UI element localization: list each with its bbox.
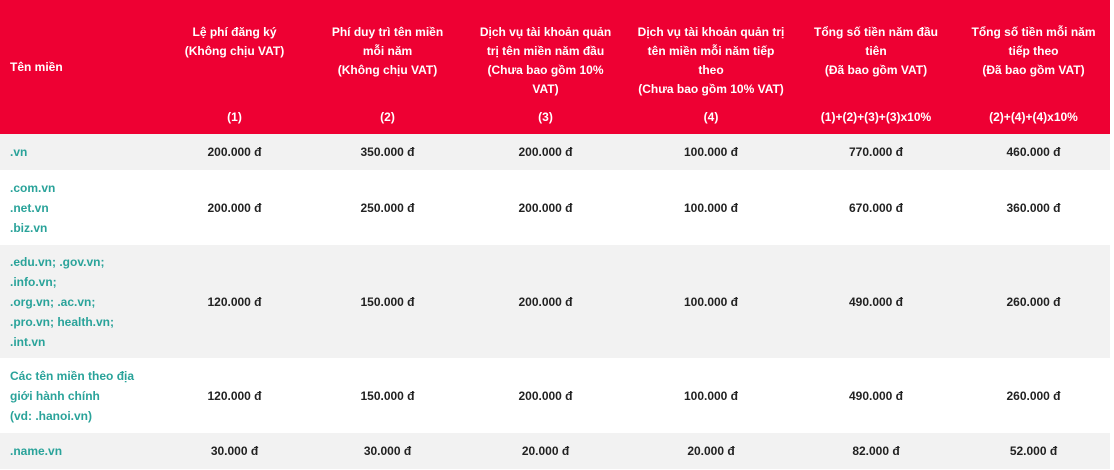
price-cell: 200.000 đ [207, 145, 262, 159]
header-col-5: Tổng số tiền năm đầu tiên (Đã bao gồm VAT) (1)+(2)+(3)+(3)x10% [813, 25, 938, 124]
table-row [0, 433, 1110, 469]
price-cell: 20.000 đ [521, 444, 570, 458]
price-cell: 30.000 đ [210, 444, 259, 458]
table-row [0, 134, 1110, 170]
price-cell: 100.000 đ [683, 294, 739, 309]
header-domain: Tên miền [10, 59, 63, 74]
table-row [0, 245, 1110, 358]
table-row [0, 170, 1110, 245]
price-cell: 120.000 đ [207, 294, 262, 309]
price-cell: 200.000 đ [518, 294, 573, 309]
table-row [0, 358, 1110, 433]
price-cell: 670.000 đ [848, 200, 904, 215]
price-cell: 100.000 đ [683, 145, 739, 159]
price-cell: 20.000 đ [687, 444, 735, 458]
price-cell: 120.000 đ [207, 388, 262, 403]
price-cell: 770.000 đ [848, 145, 904, 159]
price-cell: 200.000 đ [207, 200, 262, 215]
domain-cell: Các tên miền theo địa giới hành chính (vd: .hanoi.vn) [10, 368, 135, 423]
domain-cell: .edu.vn; .gov.vn; .info.vn; .org.vn; .ac.vn; .pro.vn; health.vn; .int.vn [10, 254, 115, 349]
header-col-4: Dịch vụ tài khoản quản trị tên miền mỗi năm tiếp theo (Chưa bao gồm 10% VAT) (4) [637, 25, 785, 124]
price-cell: 150.000 đ [360, 294, 415, 309]
price-cell: 52.000 đ [1009, 444, 1058, 458]
price-cell: 490.000 đ [848, 388, 904, 403]
price-cell: 200.000 đ [518, 200, 573, 215]
price-cell: 82.000 đ [852, 444, 900, 458]
domain-cell: .name.vn [10, 444, 63, 458]
price-cell: 200.000 đ [518, 388, 573, 403]
domain-cell: .com.vn .net.vn .biz.vn [10, 180, 56, 235]
price-cell: 460.000 đ [1006, 145, 1061, 159]
header-col-6: Tổng số tiền mỗi năm tiếp theo (Đã bao gồm VAT) (2)+(4)+(4)x10% [971, 25, 1096, 124]
price-cell: 360.000 đ [1006, 200, 1061, 215]
price-cell: 150.000 đ [360, 388, 415, 403]
price-cell: 30.000 đ [363, 444, 412, 458]
header-col-3: Dịch vụ tài khoản quản trị tên miền năm đầu (Chưa bao gồm 10% VAT) (3) [479, 25, 612, 124]
price-cell: 100.000 đ [683, 388, 739, 403]
price-cell: 350.000 đ [360, 145, 415, 159]
price-cell: 100.000 đ [683, 200, 739, 215]
price-cell: 260.000 đ [1006, 294, 1061, 309]
header-col-1: Lệ phí đăng ký (Không chịu VAT) (1) [184, 25, 285, 124]
header-col-2: Phí duy trì tên miền mỗi năm (Không chịu VAT) (2) [331, 25, 444, 124]
table-header-row [0, 0, 1110, 134]
domain-cell: .vn [10, 145, 28, 159]
price-cell: 250.000 đ [360, 200, 415, 215]
price-cell: 200.000 đ [518, 145, 573, 159]
price-cell: 490.000 đ [848, 294, 904, 309]
price-cell: 260.000 đ [1006, 388, 1061, 403]
